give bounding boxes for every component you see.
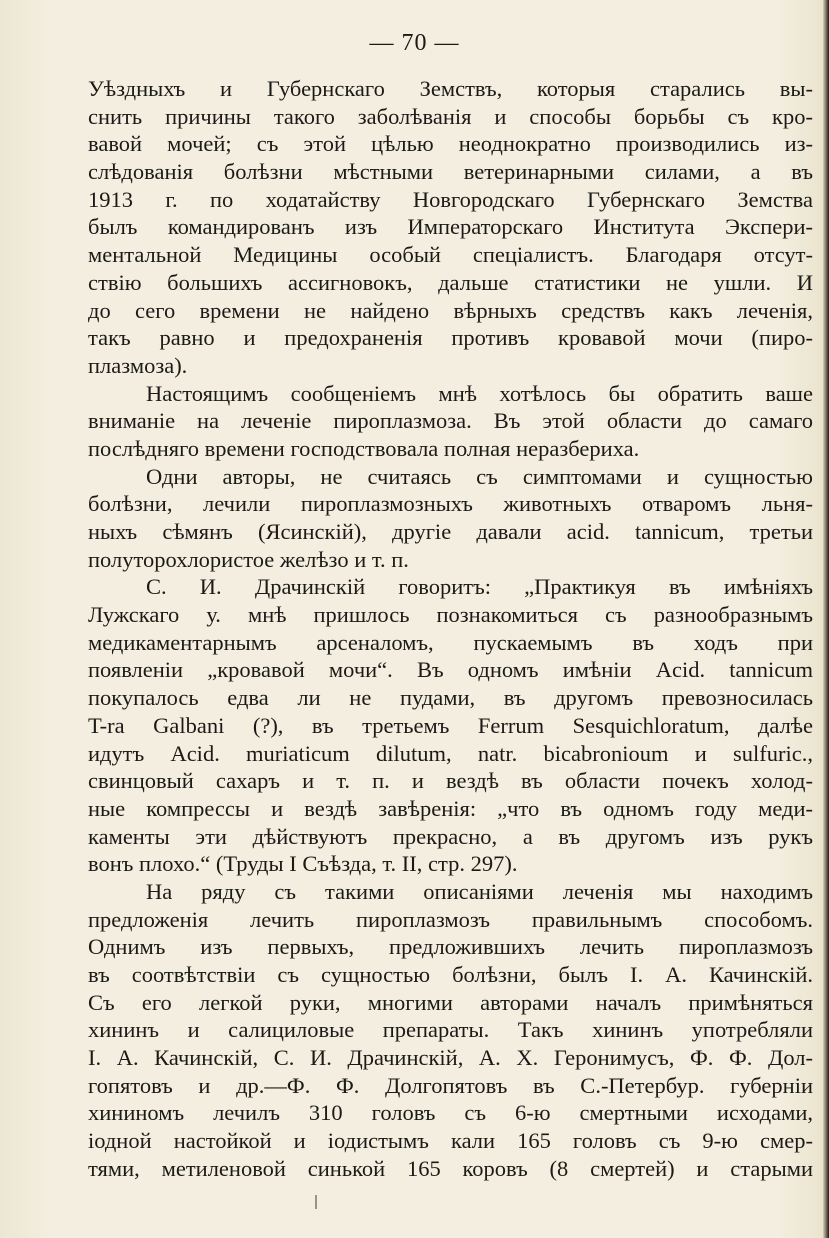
text-line: вниманіе на леченіе пироплазмоза. Въ этой области до самаго [88, 408, 813, 434]
text-line: хининомъ лечилъ 310 головъ съ 6-ю смертными исходами, [88, 1100, 813, 1126]
text-line: На ряду съ такими описаніями леченія мы находимъ [146, 878, 813, 904]
text-line: слѣдованія болѣзни мѣстными ветеринарными силами, а въ [88, 159, 813, 185]
text-line: до сего времени не найдено вѣрныхъ средствъ какъ леченія, [88, 297, 813, 323]
text-line: идутъ Acid. muriaticum dilutum, natr. bicabronioum и sulfuric., [88, 740, 813, 766]
text-line: хининъ и салициловые препараты. Такъ хининъ употребляли [88, 1017, 813, 1043]
text-line: медикаментарнымъ арсеналомъ, пускаемымъ въ ходъ при [88, 629, 813, 655]
text-line: каменты эти дѣйствуютъ прекрасно, а въ другомъ изъ рукъ [88, 823, 813, 849]
text-line: гопятовъ и др.—Ф. Ф. Долгопятовъ въ С.-Петербур. губерніи [88, 1072, 813, 1098]
text-line: предложенія лечить пироплазмозъ правильнымъ способомъ. [88, 906, 813, 932]
text-line: T-ra Galbani (?), въ третьемъ Ferrum Sesquichloratum, далѣе [88, 712, 813, 738]
text-line: полуторохлористое желѣзо и т. п. [88, 546, 409, 572]
page-edge [823, 0, 829, 1238]
text-line: вонъ плохо.“ (Труды I Съѣзда, т. II, стр. 297). [88, 851, 518, 877]
text-line: ные компрессы и вездѣ завѣренія: „что въ одномъ году меди- [88, 795, 813, 821]
text-line: Настоящимъ сообщеніемъ мнѣ хотѣлось бы обратить ваше [146, 380, 813, 406]
text-line: тями, метиленовой синькой 165 коровъ (8 смертей) и старыми [88, 1155, 813, 1181]
text-line: Съ его легкой руки, многими авторами началъ примѣняться [88, 989, 813, 1015]
text-line: послѣдняго времени господствовала полная неразбериха. [88, 435, 640, 461]
text-line: Одни авторы, не считаясь съ симптомами и сущностью [146, 463, 813, 489]
text-line: I. А. Качинскій, С. И. Драчинскій, А. Х. Геронимусъ, Ф. Ф. Дол- [88, 1045, 813, 1071]
body-text [88, 75, 813, 1183]
text-line: вавой мочей; съ этой цѣлью неоднократно производились из- [88, 131, 813, 157]
text-line: свинцовый сахаръ и т. п. и вездѣ въ области почекъ холод- [88, 768, 813, 794]
text-line: покупалось едва ли не пудами, въ другомъ превозносилась [88, 685, 813, 711]
text-line: появленіи „кровавой мочи“. Въ одномъ имѣніи Acid. tannicum [88, 657, 813, 683]
page-number: — 70 — [369, 30, 460, 56]
text-line: ментальной Медицины особый спеціалистъ. Благодаря отсут- [88, 242, 813, 268]
text-line: плазмоза). [88, 352, 188, 378]
text-line: іодной настойкой и іодистымъ кали 165 головъ съ 9-ю смер- [88, 1128, 813, 1154]
text-line: въ соотвѣтствіи съ сущностью болѣзни, былъ I. А. Качинскій. [88, 962, 813, 987]
text-line: Уѣздныхъ и Губернскаго Земствъ, которыя старались вы- [88, 76, 813, 101]
text-line: Однимъ изъ первыхъ, предложившихъ лечить пироплазмозъ [88, 934, 813, 960]
text-line: 1913 г. по ходатайству Новгородскаго Губернскаго Земства [88, 186, 813, 212]
text-line: С. И. Драчинскій говоритъ: „Практикуя въ имѣніяхъ [146, 574, 813, 600]
text-line: былъ командированъ изъ Императорскаго Института Экспери- [88, 214, 813, 240]
text-line: ствію большихъ ассигновокъ, дальше статистики не ушли. И [88, 269, 813, 295]
text-line: Лужскаго у. мнѣ пришлось познакомиться съ разнообразнымъ [88, 602, 813, 628]
text-line: болѣзни, лечили пироплазмозныхъ животныхъ отваромъ льня- [88, 491, 813, 517]
text-line: снить причины такого заболѣванія и способы борьбы съ кро- [88, 103, 813, 129]
ink-mark [315, 1195, 317, 1209]
text-line: такъ равно и предохраненія противъ кровавой мочи (пиро- [88, 325, 813, 351]
text-line: ныхъ сѣмянъ (Ясинскій), другіе давали acid. tannicum, третьи [88, 519, 813, 544]
